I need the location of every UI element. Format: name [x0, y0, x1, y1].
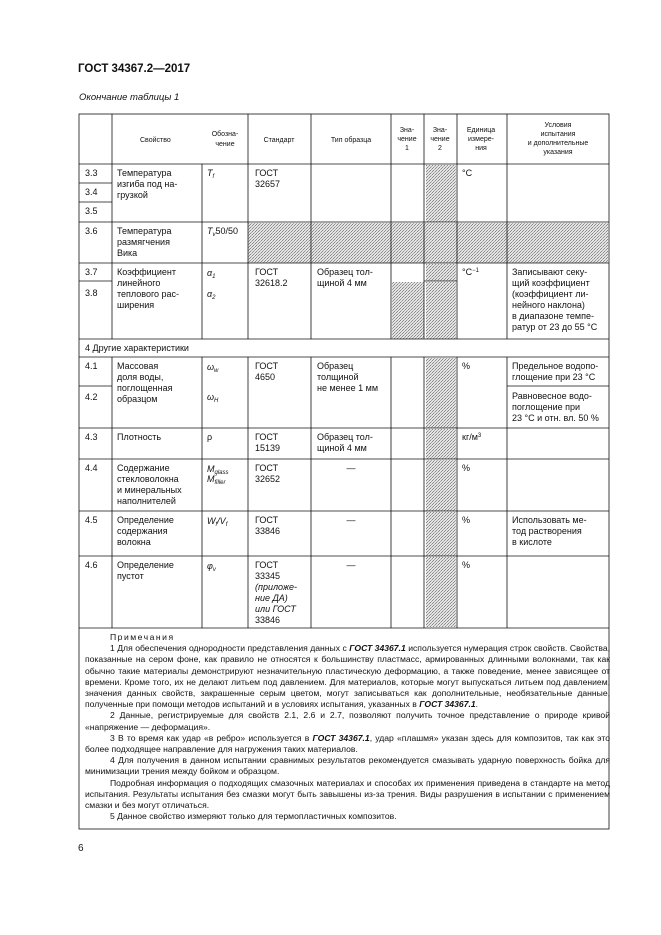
svg-text:Массовая: Массовая — [117, 361, 159, 371]
svg-text:ωw: $\omega_w$ — [207, 362, 219, 374]
header-standard: Стандарт — [263, 137, 295, 144]
table-row — [85, 515, 587, 547]
svg-text:Обозна-: Обозна- — [211, 131, 239, 138]
svg-text:щий коэффициент: щий коэффициент — [512, 278, 590, 288]
svg-text:Зна-: Зна- — [399, 127, 415, 134]
header-specimen: Тип образца — [330, 137, 372, 144]
svg-text:—: — — [346, 463, 356, 473]
svg-text:Tv50/50: $T_v50/50$ — [207, 226, 239, 238]
svg-text:4.5: 4.5 — [85, 515, 98, 525]
svg-text:ГОСТ: ГОСТ — [255, 361, 279, 371]
table-row — [85, 226, 238, 258]
svg-text:4.2: 4.2 — [85, 392, 98, 402]
svg-text:волокна: волокна — [117, 537, 151, 547]
svg-text:ратур от 23 до 55 °C: ратур от 23 до 55 °C — [512, 322, 598, 332]
svg-text:щиной 4 мм: щиной 4 мм — [317, 278, 367, 288]
svg-text:толщиной: толщиной — [317, 372, 359, 382]
svg-text:линейного: линейного — [117, 278, 161, 288]
svg-text:в кислоте: в кислоте — [512, 537, 552, 547]
table-row — [85, 432, 482, 453]
table-caption: Окончание таблицы 1 — [79, 92, 180, 103]
svg-text:ние ДА): ние ДА) — [255, 593, 288, 603]
svg-text:1: 1 — [405, 145, 409, 152]
svg-text:стекловолокна: стекловолокна — [117, 474, 179, 484]
svg-text:поглощение при: поглощение при — [512, 402, 581, 412]
table-header — [140, 122, 588, 156]
svg-text:3.7: 3.7 — [85, 267, 98, 277]
svg-text:Mfiller: $M_{filler}$ — [207, 474, 226, 486]
table-notes — [85, 632, 610, 822]
svg-text:Температура: Температура — [117, 226, 172, 236]
svg-text:изгиба под на-: изгиба под на- — [117, 179, 178, 189]
svg-text:Tf: $T_f$ — [207, 168, 215, 180]
svg-text:или ГОСТ: или ГОСТ — [255, 604, 296, 614]
note-4-detail: Подробная информация о подходящих смазочных материалах и способах их применения приведена в стандарте на метод испытания. Результаты испытания без смазки могут быть завышены из-за трения. Виды разрушения в испытании с применением смазки и без могут отличаться. — [85, 777, 610, 811]
svg-text:15139: 15139 — [255, 443, 281, 453]
svg-text:32657: 32657 — [255, 179, 281, 189]
note-3: 3 В то время как удар «в ребро» используется в ГОСТ 34367.1, удар «плашмя» указан здесь для композитов, так как это более подходящее направление для нагружения таких материалов. — [85, 732, 610, 755]
section-title: 4 Другие характеристики — [85, 343, 189, 353]
svg-text:3.8: 3.8 — [85, 288, 98, 298]
svg-text:2: 2 — [438, 145, 442, 152]
svg-text:не менее 1 мм: не менее 1 мм — [317, 383, 379, 393]
svg-text:пустот: пустот — [117, 571, 144, 581]
svg-text:ГОСТ: ГОСТ — [255, 168, 279, 178]
svg-text:ГОСТ: ГОСТ — [255, 463, 279, 473]
svg-text:указания: указания — [543, 149, 573, 156]
svg-text:Предельное водопо-: Предельное водопо- — [512, 361, 599, 371]
svg-text:Температура: Температура — [117, 168, 172, 178]
svg-text:4.1: 4.1 — [85, 361, 98, 371]
svg-text:наполнителей: наполнителей — [117, 496, 176, 506]
svg-text:°C−1: $^\circ C^{-1}$ — [462, 267, 479, 277]
note-5: 5 Данное свойство измеряют только для термопластичных композитов. — [110, 811, 397, 822]
svg-text:Вика: Вика — [117, 248, 138, 258]
svg-text:32652: 32652 — [255, 474, 281, 484]
svg-text:33846: 33846 — [255, 615, 281, 625]
svg-text:ГОСТ: ГОСТ — [255, 515, 279, 525]
svg-text:Образец: Образец — [317, 361, 354, 371]
svg-text:ωH: $\omega_H$ — [207, 392, 219, 404]
svg-text:ρ: ρ — [207, 432, 213, 442]
svg-text:измере-: измере- — [468, 136, 494, 143]
svg-text:Образец тол-: Образец тол- — [317, 267, 373, 277]
svg-text:Использовать ме-: Использовать ме- — [512, 515, 587, 525]
svg-text:23 °C и отн. вл. 50 %: 23 °C и отн. вл. 50 % — [512, 413, 599, 423]
svg-text:Определение: Определение — [117, 515, 174, 525]
svg-text:тод растворения: тод растворения — [512, 526, 582, 536]
svg-text:3.4: 3.4 — [85, 187, 98, 197]
svg-text:3.5: 3.5 — [85, 206, 98, 216]
note-1: 1 Для обеспечения однородности представления данных с ГОСТ 34367.1 используется нумерация строк свойств. Свойства, показанные на сером фоне, как правило не относятся к большинству пластмасс, армированных длинными волокнами, так как обычно такие материалы демонстрируют незначительную пластическую деформацию, а также поведение, менее зависящее от времени. Кроме того, их не делают литьем под давлением. Для материалов, которые могут выпускаться литьем под давлением, значения данных свойств, закрашенные серым цветом, могут записываться как дополнительные, необязательные данные, полученные при помощи методов испытаний и в условиях испытания, указанных в ГОСТ 34367.1. — [85, 643, 610, 710]
svg-text:ГОСТ: ГОСТ — [255, 432, 279, 442]
svg-text:Образец тол-: Образец тол- — [317, 432, 373, 442]
svg-text:α2: $\alpha_2$ — [207, 289, 216, 301]
svg-text:Плотность: Плотность — [117, 432, 162, 442]
svg-text:%: % — [462, 361, 471, 371]
svg-text:теплового рас-: теплового рас- — [117, 289, 180, 299]
svg-text:4.4: 4.4 — [85, 463, 98, 473]
svg-text:Записывают секу-: Записывают секу- — [512, 267, 588, 277]
svg-text:Равновесное водо-: Равновесное водо- — [512, 391, 592, 401]
svg-text:Единица: Единица — [466, 127, 496, 134]
svg-text:поглощенная: поглощенная — [117, 383, 173, 393]
svg-text:и минеральных: и минеральных — [117, 485, 182, 495]
svg-text:(коэффициент ли-: (коэффициент ли- — [512, 289, 589, 299]
notes-title: Примечания — [110, 632, 175, 642]
svg-text:ГОСТ: ГОСТ — [255, 560, 279, 570]
svg-text:размягчения: размягчения — [117, 237, 170, 247]
svg-text:глощение при 23 °C: глощение при 23 °C — [512, 372, 596, 382]
svg-text:Условия: Условия — [544, 122, 572, 129]
svg-text:(приложе-: (приложе- — [255, 582, 298, 592]
svg-text:—: — — [346, 515, 356, 525]
svg-text:%: % — [462, 515, 471, 525]
table-row — [85, 168, 473, 216]
note-2: 2 Данные, регистрируемые для свойств 2.1, 2.6 и 2.7, позволяют получить точное представление о природе кривой «напряжение — деформация». — [85, 710, 610, 732]
table-row — [85, 267, 598, 332]
svg-text:%: % — [462, 560, 471, 570]
svg-text:ГОСТ: ГОСТ — [255, 267, 279, 277]
svg-text:чение: чение — [215, 141, 235, 148]
header-property: Свойство — [140, 137, 171, 144]
svg-text:3.3: 3.3 — [85, 168, 98, 178]
svg-text:4650: 4650 — [255, 372, 276, 382]
table-row — [85, 560, 470, 625]
svg-text:доля воды,: доля воды, — [117, 372, 164, 382]
svg-text:щиной 4 мм: щиной 4 мм — [317, 443, 367, 453]
svg-text:33345: 33345 — [255, 571, 281, 581]
svg-text:чение: чение — [397, 136, 417, 143]
document-header: ГОСТ 34367.2—2017 — [78, 63, 191, 75]
page-number: 6 — [78, 843, 84, 854]
svg-text:Содержание: Содержание — [117, 463, 170, 473]
svg-text:°C: °C — [462, 168, 473, 178]
svg-text:содержания: содержания — [117, 526, 168, 536]
svg-text:32618.2: 32618.2 — [255, 278, 288, 288]
svg-text:в диапазоне темпе-: в диапазоне темпе- — [512, 311, 594, 321]
svg-text:Определение: Определение — [117, 560, 174, 570]
note-4: 4 Для получения в данном испытании сравнимых результатов рекомендуется смазывать ударную поверхность бойка для минимизации трения между бойком и образцом. — [85, 755, 610, 777]
svg-text:ния: ния — [475, 145, 487, 152]
svg-text:φv: $\varphi_v$ — [207, 561, 216, 573]
svg-text:α1: $\alpha_1$ — [207, 268, 216, 280]
svg-text:образцом: образцом — [117, 394, 158, 404]
table-row — [85, 361, 599, 423]
svg-text:33846: 33846 — [255, 526, 281, 536]
svg-text:чение: чение — [430, 136, 450, 143]
svg-text:—: — — [346, 560, 356, 570]
svg-text:и дополнительные: и дополнительные — [527, 140, 589, 147]
svg-text:4.6: 4.6 — [85, 560, 98, 570]
svg-text:испытания: испытания — [540, 131, 576, 138]
svg-text:кг/м3: $кг/м^3$ — [462, 432, 482, 442]
svg-text:Wf/Vf: $W_f/V_f$ — [207, 516, 228, 528]
table-row — [85, 463, 470, 506]
svg-text:нейного наклона): нейного наклона) — [512, 300, 585, 310]
svg-text:Коэффициент: Коэффициент — [117, 267, 176, 277]
svg-text:4.3: 4.3 — [85, 432, 98, 442]
svg-text:грузкой: грузкой — [117, 190, 148, 200]
svg-text:Зна-: Зна- — [432, 127, 448, 134]
svg-text:%: % — [462, 463, 471, 473]
svg-text:ширения: ширения — [117, 300, 155, 310]
svg-text:Mglass: $M_{glass}$ — [207, 464, 229, 476]
svg-text:3.6: 3.6 — [85, 226, 98, 236]
